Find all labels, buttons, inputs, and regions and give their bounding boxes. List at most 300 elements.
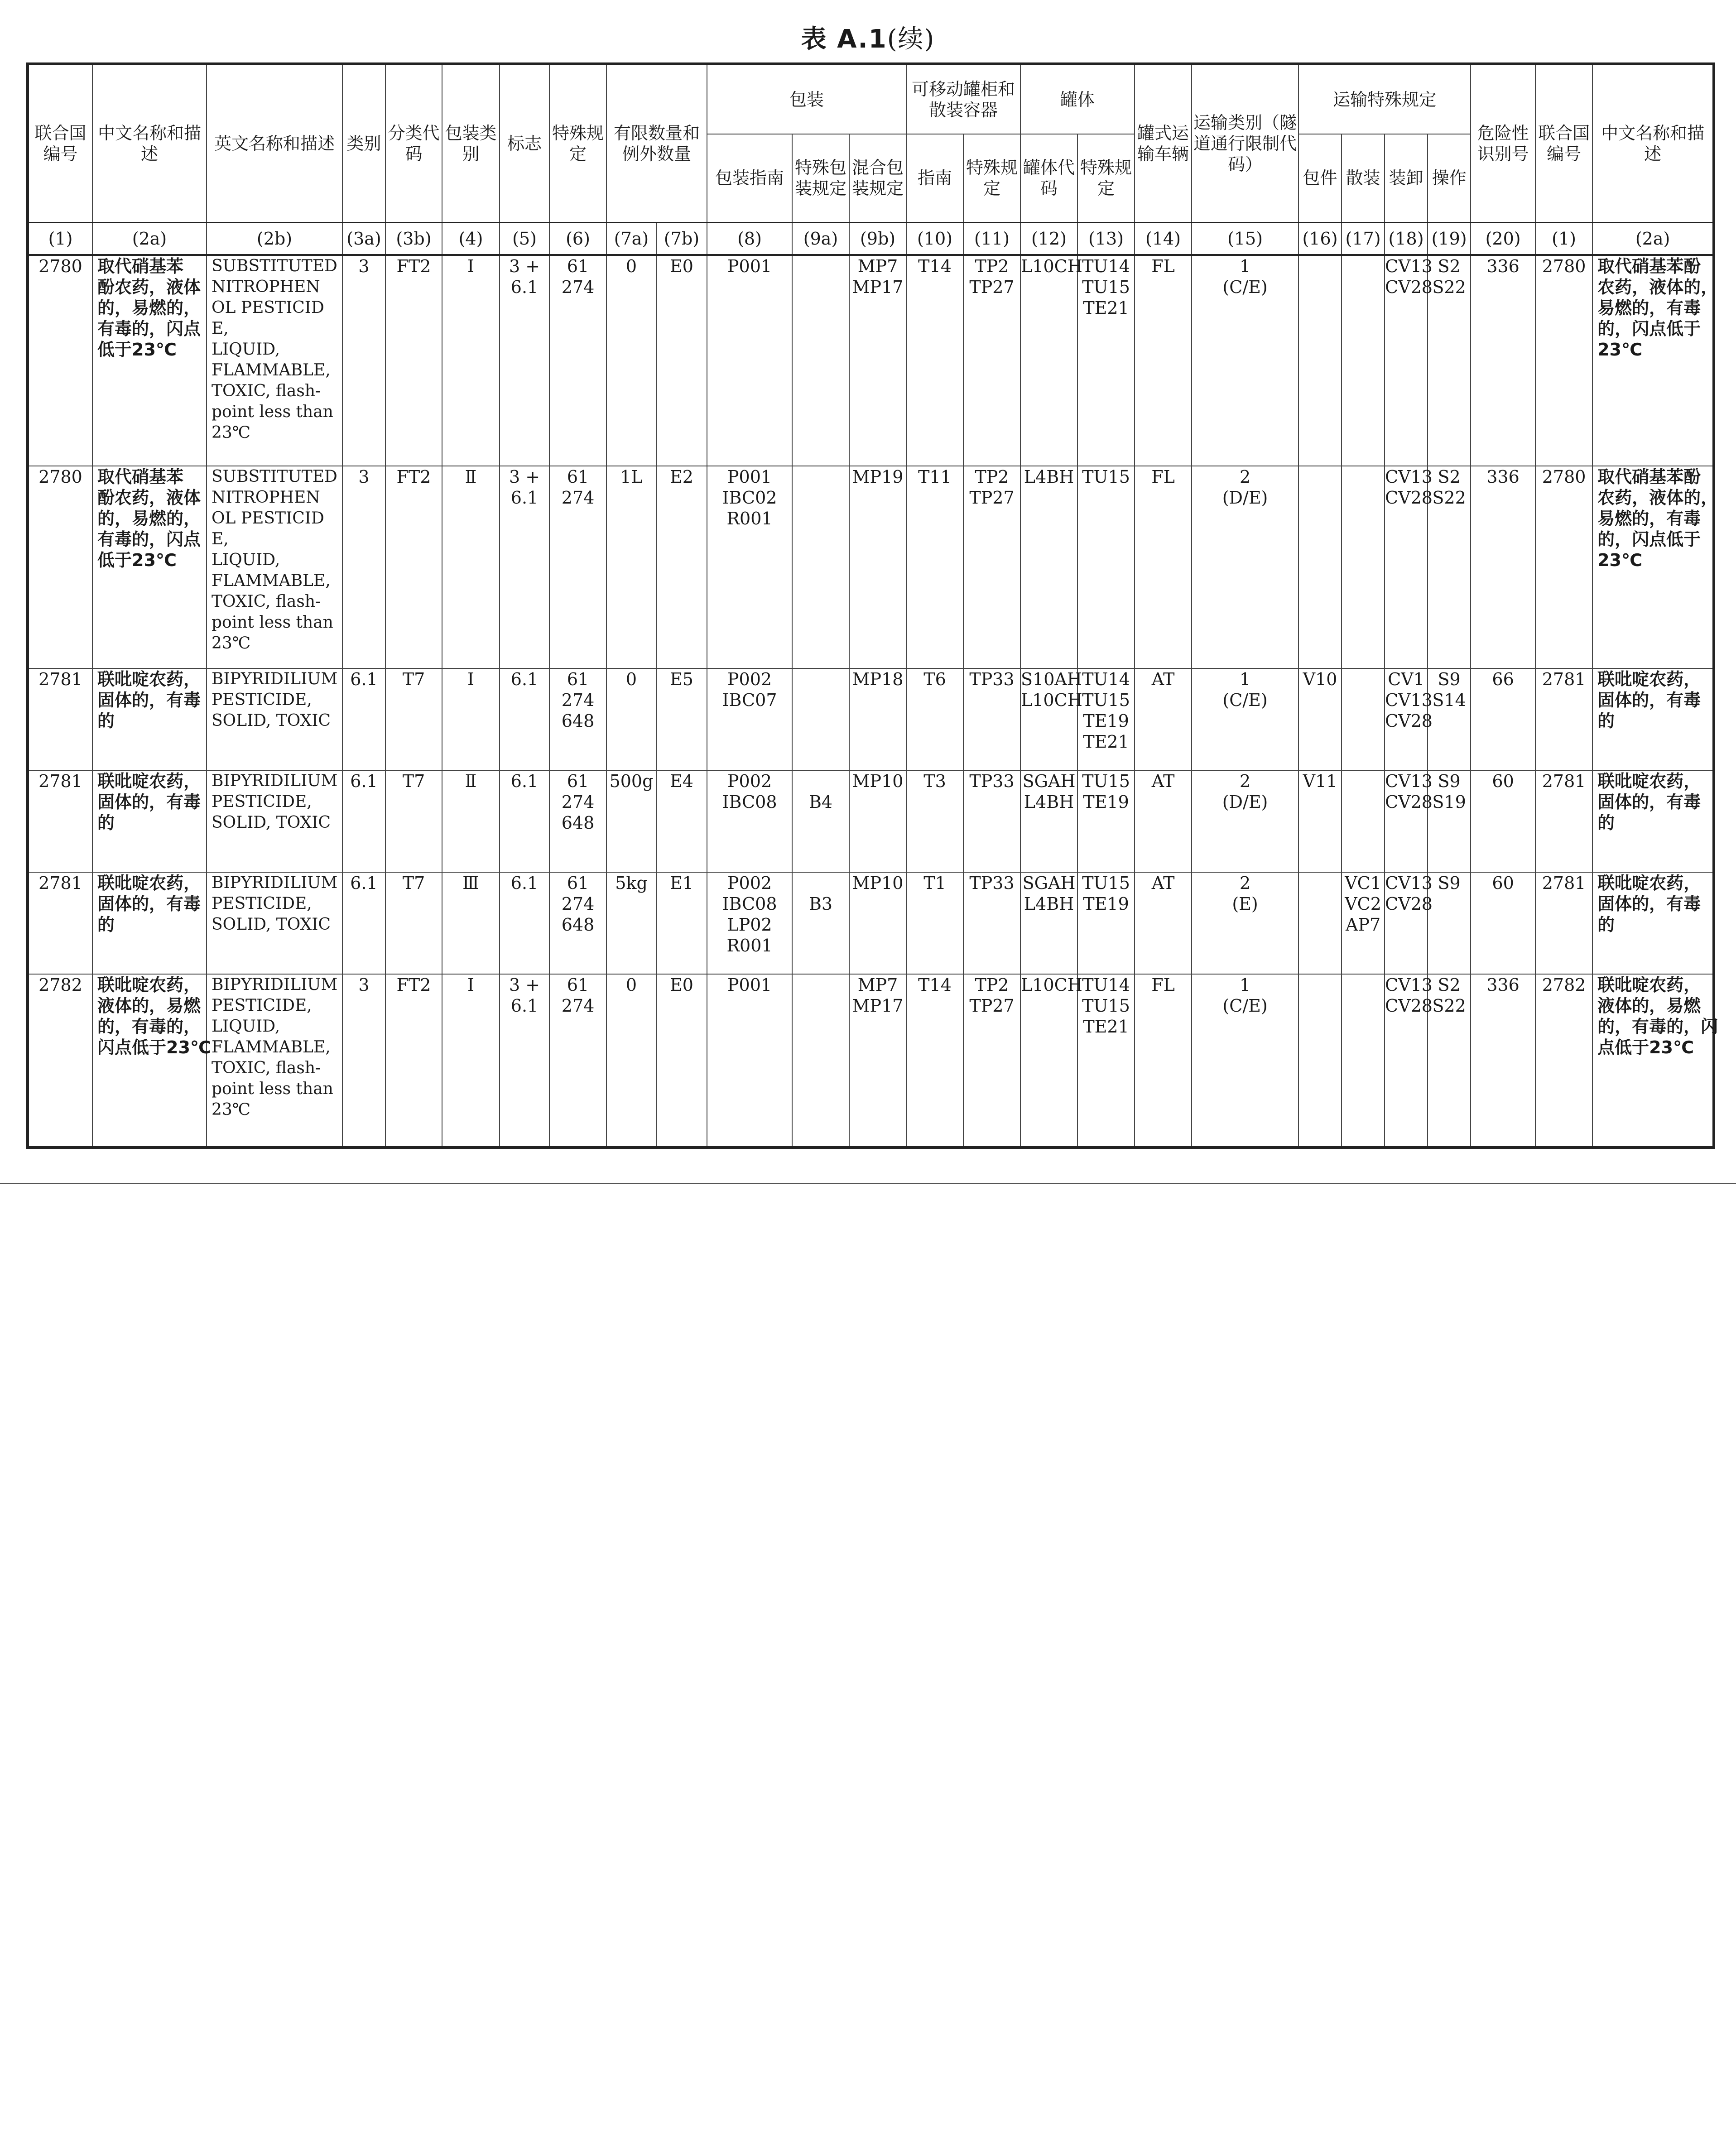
cell-line: P001 (727, 975, 772, 995)
cell-line: (C/E) (1222, 690, 1268, 710)
cell-line: L4BH (1024, 467, 1074, 487)
cell-line: 液体的，易燃 (1597, 996, 1701, 1016)
un-number-cell: 2781 (28, 668, 92, 770)
bulk-cell (1342, 770, 1385, 872)
transport-category-cell (1192, 466, 1298, 668)
un-number-cell: 2781 (28, 770, 92, 872)
cell-line: MP18 (852, 669, 904, 689)
cell-line: CV28 (1385, 488, 1433, 508)
column-number: (5) (500, 222, 549, 255)
cell-line: TP27 (969, 277, 1015, 297)
labels-cell (500, 770, 549, 872)
header-operation: 操作 (1428, 134, 1471, 222)
cell-line: 取代硝基苯酚 (1597, 256, 1701, 276)
pt-instr-cell: T3 (906, 770, 963, 872)
special-packing-cell (792, 668, 849, 770)
cell-line: TU15 (1082, 771, 1130, 791)
special-packing-cell (792, 255, 849, 466)
name-zh-2-cell (1592, 668, 1714, 770)
cell-line: 1 (1239, 975, 1251, 995)
cell-line: SGAH (1022, 873, 1076, 893)
cell-line: 274 (561, 277, 595, 297)
cell-line: 酚农药，液体 (97, 488, 201, 508)
header-name-zh: 中文名称和描述 (92, 64, 207, 222)
header-packaging: 包装 (707, 64, 906, 134)
cell-line: 的 (97, 711, 115, 731)
cell-line: TP27 (969, 996, 1015, 1016)
cell-line: 有毒的，闪点 (97, 319, 201, 339)
mixed-packing-cell (849, 974, 906, 1148)
header-packages: 包件 (1298, 134, 1342, 222)
labels-cell (500, 466, 549, 668)
cell-line: TU15 (1082, 690, 1130, 710)
cell-line: MP17 (852, 996, 904, 1016)
packing-instr-cell (707, 466, 792, 668)
transport-category-cell (1192, 872, 1298, 974)
table-row (28, 466, 1714, 668)
mixed-packing-cell (849, 255, 906, 466)
table-row (28, 255, 1714, 466)
operation-cell (1428, 255, 1471, 466)
pt-special-cell (963, 770, 1020, 872)
limited-qty-cell: 1L (606, 466, 656, 668)
column-number: (4) (442, 222, 500, 255)
cell-line: 易燃的，有毒 (1597, 509, 1701, 528)
cell-line: 固体的，有毒 (1597, 792, 1701, 812)
header-transport-category: 运输类别（隧道通行限制代码） (1192, 64, 1298, 222)
cell-line: NITROPHEN (212, 488, 320, 507)
dangerous-goods-table (26, 62, 1718, 1149)
cell-line: L10CH (1021, 256, 1082, 276)
cell-line: IBC08 (722, 792, 777, 812)
limited-qty-cell: 0 (606, 974, 656, 1148)
cell-line: 的，闪点低于 (1597, 319, 1701, 339)
column-number: (14) (1135, 222, 1192, 255)
cell-line: 的 (97, 813, 115, 833)
cell-line: LP02 (727, 915, 772, 935)
cell-line: PESTICIDE, (212, 691, 312, 709)
cell-line: TP2 (975, 256, 1009, 276)
cell-line: 联吡啶农药， (97, 873, 201, 893)
packing-instr-cell (707, 255, 792, 466)
cell-line: CV28 (1385, 894, 1433, 914)
header-hazard-id: 危险性识别号 (1471, 64, 1535, 222)
cell-line: 点低于23℃ (1597, 1037, 1694, 1057)
column-number: (1) (28, 222, 92, 255)
operation-cell (1428, 974, 1471, 1148)
column-number: (9a) (792, 222, 849, 255)
cell-line: MP10 (852, 771, 904, 791)
cell-line: 23℃ (212, 634, 251, 653)
cell-line: 低于23℃ (97, 550, 177, 570)
pt-special-cell (963, 466, 1020, 668)
cell-line: 274 (561, 996, 595, 1016)
name-en-cell (207, 974, 342, 1148)
cell-line: TU15 (1082, 873, 1130, 893)
header-special-packing: 特殊包装规定 (792, 134, 849, 222)
bulk-cell (1342, 255, 1385, 466)
column-number: (19) (1428, 222, 1471, 255)
cell-line: 274 (561, 690, 595, 710)
cell-line: 固体的，有毒 (97, 792, 201, 812)
column-number: (3a) (342, 222, 385, 255)
cell-line: TU14 (1082, 669, 1130, 689)
header-name-zh-2: 中文名称和描述 (1592, 64, 1714, 222)
table-row (28, 668, 1714, 770)
cell-line: CV1 (1388, 669, 1424, 689)
packing-group-cell: I (442, 668, 500, 770)
cell-line: BIPYRIDILIUM (212, 772, 338, 790)
name-zh-cell (92, 668, 207, 770)
special-provisions-cell (549, 466, 606, 668)
special-provisions-cell (549, 668, 606, 770)
pt-instr-cell: T1 (906, 872, 963, 974)
packing-instr-cell (707, 974, 792, 1148)
cell-line: BIPYRIDILIUM (212, 975, 338, 994)
excepted-qty-cell: E0 (656, 255, 707, 466)
mixed-packing-cell (849, 770, 906, 872)
packing-group-cell: Ⅲ (442, 872, 500, 974)
pt-instr-cell: T6 (906, 668, 963, 770)
header-un-no-2: 联合国编号 (1535, 64, 1592, 222)
excepted-qty-cell: E1 (656, 872, 707, 974)
header-name-en: 英文名称和描述 (207, 64, 342, 222)
cell-line: 的 (1597, 813, 1615, 833)
operation-cell (1428, 466, 1471, 668)
cell-line: S2 (1438, 467, 1461, 487)
cell-line: CV13 (1385, 975, 1433, 995)
cell-line: FLAMMABLE, (212, 361, 331, 379)
name-zh-cell (92, 872, 207, 974)
cell-line: 61 (567, 975, 589, 995)
cell-line: 3 + (509, 467, 540, 487)
name-zh-2-cell (1592, 974, 1718, 1148)
cell-line: 联吡啶农药， (1597, 771, 1701, 791)
cell-line: TU15 (1082, 996, 1130, 1016)
cell-line: CV28 (1385, 996, 1433, 1016)
class-code-cell: T7 (385, 668, 442, 770)
cell-line: P001 (727, 467, 772, 487)
cell-line: NITROPHEN (212, 278, 320, 296)
pt-special-cell (963, 872, 1020, 974)
column-number: (20) (1471, 222, 1535, 255)
hazard-id-cell: 66 (1471, 668, 1535, 770)
un-number-2-cell: 2781 (1535, 770, 1592, 872)
excepted-qty-cell: E2 (656, 466, 707, 668)
cell-line: 农药，液体的， (1597, 277, 1718, 297)
loading-cell (1385, 872, 1433, 974)
cell-line: TP33 (969, 771, 1015, 791)
excepted-qty-cell: E4 (656, 770, 707, 872)
packing-group-cell: Ⅱ (442, 466, 500, 668)
class-cell: 3 (342, 255, 385, 466)
cell-line: TP2 (975, 975, 1009, 995)
cell-line: LIQUID, (212, 340, 280, 359)
cell-line: 的 (1597, 915, 1615, 935)
cell-line: 农药，液体的， (1597, 488, 1718, 508)
column-number: (12) (1020, 222, 1077, 255)
cell-line: IBC07 (722, 690, 777, 710)
cell-line: CV13 (1385, 256, 1433, 276)
bulk-cell (1342, 668, 1385, 770)
cell-line: S2 (1438, 256, 1461, 276)
tank-code-cell (1020, 668, 1082, 770)
cell-line: L4BH (1024, 792, 1074, 812)
cell-line: TOXIC, flash- (212, 592, 321, 611)
packing-group-cell: Ⅱ (442, 770, 500, 872)
name-zh-2-cell (1592, 770, 1714, 872)
cell-line: 低于23℃ (97, 340, 177, 360)
header-row-1 (28, 64, 1714, 134)
operation-cell (1428, 770, 1471, 872)
cell-line: OL PESTICIDE, (212, 298, 324, 338)
column-number-row (28, 222, 1714, 255)
cell-line: 23℃ (1597, 550, 1642, 570)
column-number: (10) (906, 222, 963, 255)
cell-line: SGAH (1022, 771, 1076, 791)
special-packing-cell (792, 770, 849, 872)
un-number-2-cell: 2780 (1535, 466, 1592, 668)
header-class: 类别 (342, 64, 385, 222)
cell-line: L4BH (1024, 894, 1074, 914)
cell-line: 61 (567, 256, 589, 276)
bulk-cell (1342, 872, 1385, 974)
cell-line: 联吡啶农药， (1597, 975, 1701, 995)
column-number: (8) (707, 222, 792, 255)
cell-line: 6.1 (510, 669, 539, 689)
cell-line: 2 (1239, 873, 1251, 893)
cell-line: (C/E) (1222, 277, 1268, 297)
cell-line: P002 (727, 669, 772, 689)
cell-line: CV13 (1385, 690, 1433, 710)
cell-line (793, 873, 849, 893)
column-number: (15) (1192, 222, 1298, 255)
cell-line: 联吡啶农药， (97, 669, 201, 689)
cell-line: point less than (212, 1080, 333, 1098)
header-labels: 标志 (500, 64, 549, 222)
header-pt-special: 特殊规定 (963, 134, 1020, 222)
column-number: (11) (963, 222, 1020, 255)
un-number-2-cell: 2780 (1535, 255, 1592, 466)
class-cell: 6.1 (342, 668, 385, 770)
header-packing-instr: 包装指南 (707, 134, 792, 222)
cell-line: TE19 (1083, 894, 1129, 914)
hazard-id-cell: 336 (1471, 255, 1535, 466)
mixed-packing-cell (849, 872, 906, 974)
limited-qty-cell: 5kg (606, 872, 656, 974)
bulk-cell (1342, 974, 1385, 1148)
cell-line: PESTICIDE, (212, 894, 312, 913)
packages-cell (1298, 255, 1342, 466)
tank-vehicle-cell: AT (1135, 872, 1192, 974)
cell-line: MP7 (857, 975, 898, 995)
tank-vehicle-cell: FL (1135, 466, 1192, 668)
table-body (28, 255, 1718, 1148)
header-packing-group: 包装类别 (442, 64, 500, 222)
cell-line: SUBSTITUTED (212, 467, 337, 486)
special-provisions-cell (549, 255, 606, 466)
column-number: (7a) (606, 222, 656, 255)
cell-line: 闪点低于23℃ (97, 1037, 211, 1057)
cell-line: 23℃ (212, 423, 251, 442)
special-provisions-cell (549, 872, 606, 974)
labels-cell (500, 872, 549, 974)
cell-line: BIPYRIDILIUM (212, 670, 338, 688)
limited-qty-cell: 500g (606, 770, 656, 872)
packing-group-cell: I (442, 255, 500, 466)
hazard-id-cell: 336 (1471, 974, 1535, 1148)
un-number-cell: 2780 (28, 255, 92, 466)
tank-vehicle-cell: FL (1135, 255, 1192, 466)
tank-special-cell (1077, 255, 1135, 466)
column-number: (2b) (207, 222, 342, 255)
cell-line: 274 (561, 488, 595, 508)
limited-qty-cell: 0 (606, 255, 656, 466)
cell-line: S9 (1438, 873, 1461, 893)
cell-line: 3 + (509, 975, 540, 995)
class-code-cell: FT2 (385, 974, 442, 1148)
special-provisions-cell (549, 770, 606, 872)
cell-line: P001 (727, 256, 772, 276)
tank-vehicle-cell: AT (1135, 770, 1192, 872)
cell-line: 的，有毒的， (97, 1017, 201, 1037)
cell-line: 1 (1239, 256, 1251, 276)
name-zh-cell (92, 770, 207, 872)
tank-special-cell (1077, 974, 1135, 1148)
tank-special-cell (1077, 872, 1135, 974)
header-special-provisions: 特殊规定 (549, 64, 606, 222)
header-tank-special: 特殊规定 (1077, 134, 1135, 222)
cell-line: BIPYRIDILIUM (212, 874, 338, 892)
header-tank-code: 罐体代码 (1020, 134, 1077, 222)
packages-cell (1298, 974, 1342, 1148)
pt-special-cell (963, 668, 1020, 770)
cell-line (793, 771, 849, 792)
cell-line: 2 (1239, 771, 1251, 791)
mixed-packing-cell (849, 466, 906, 668)
loading-cell (1385, 770, 1433, 872)
cell-line: TE21 (1083, 298, 1129, 318)
cell-line: B3 (808, 894, 833, 914)
cell-line: S22 (1432, 277, 1466, 297)
cell-line: MP10 (852, 873, 904, 893)
column-number: (2a) (92, 222, 207, 255)
cell-line: OL PESTICIDE, (212, 509, 324, 548)
cell-line: SOLID, TOXIC (212, 915, 331, 934)
pt-special-cell (963, 974, 1020, 1148)
class-cell: 6.1 (342, 872, 385, 974)
cell-line: 有毒的，闪点 (97, 529, 201, 549)
cell-line: 联吡啶农药， (1597, 873, 1701, 893)
special-provisions-cell (549, 974, 606, 1148)
cell-line: B4 (808, 792, 833, 812)
cell-line: CV13 (1385, 873, 1433, 893)
special-packing-cell (792, 466, 849, 668)
cell-line: CV28 (1385, 792, 1433, 812)
cell-line: IBC08 (722, 894, 777, 914)
cell-line: 648 (561, 915, 595, 935)
header-tanks: 罐体 (1020, 64, 1135, 134)
hazard-id-cell: 60 (1471, 872, 1535, 974)
cell-line: 的 (1597, 711, 1615, 731)
un-number-2-cell: 2781 (1535, 668, 1592, 770)
cell-line: 6.1 (510, 488, 539, 508)
cell-line: 固体的，有毒 (97, 894, 201, 914)
cell-line: S10AH (1021, 669, 1082, 689)
packing-instr-cell (707, 668, 792, 770)
name-zh-cell (92, 466, 207, 668)
cell-line: FLAMMABLE, (212, 571, 331, 590)
cell-line: TE19 (1083, 792, 1129, 812)
table-row (28, 872, 1714, 974)
cell-line: 固体的，有毒 (1597, 894, 1701, 914)
limited-qty-cell: 0 (606, 668, 656, 770)
tank-special-cell (1077, 466, 1135, 668)
tank-vehicle-cell: FL (1135, 974, 1192, 1148)
cell-line: L10CH (1021, 690, 1082, 710)
cell-line: 取代硝基苯酚 (1597, 467, 1701, 487)
un-number-cell: 2780 (28, 466, 92, 668)
loading-cell (1385, 255, 1433, 466)
cell-line: 61 (567, 873, 589, 893)
cell-line: 6.1 (510, 277, 539, 297)
cell-line: LIQUID, (212, 1017, 280, 1036)
cell-line: TE19 (1083, 711, 1129, 731)
cell-line: S2 (1438, 975, 1461, 995)
page-divider (0, 1183, 1736, 1184)
packages-cell (1298, 872, 1342, 974)
labels-cell (500, 255, 549, 466)
name-en-cell (207, 668, 342, 770)
cell-line: LIQUID, (212, 551, 280, 569)
cell-line: AP7 (1345, 915, 1381, 935)
excepted-qty-cell: E5 (656, 668, 707, 770)
packing-group-cell: I (442, 974, 500, 1148)
cell-line: FLAMMABLE, (212, 1038, 331, 1056)
tank-code-cell (1020, 255, 1082, 466)
cell-line: point less than (212, 613, 333, 632)
cell-line: R001 (726, 936, 773, 956)
column-number: (6) (549, 222, 606, 255)
loading-cell (1385, 668, 1433, 770)
tank-code-cell (1020, 466, 1077, 668)
cell-line: R001 (726, 509, 773, 528)
name-zh-cell (92, 974, 211, 1148)
tank-special-cell (1077, 770, 1135, 872)
bulk-cell (1342, 466, 1385, 668)
cell-line: 2 (1239, 467, 1251, 487)
cell-line: (D/E) (1222, 792, 1268, 812)
header-tank-vehicle: 罐式运输车辆 (1135, 64, 1192, 222)
un-number-2-cell: 2781 (1535, 872, 1592, 974)
hazard-id-cell: 336 (1471, 466, 1535, 668)
cell-line: S9 (1438, 771, 1461, 791)
labels-cell (500, 668, 549, 770)
cell-line: TP33 (969, 669, 1015, 689)
class-cell: 6.1 (342, 770, 385, 872)
cell-line: (D/E) (1222, 488, 1268, 508)
cell-line: CV13 (1385, 771, 1433, 791)
header-mixed-packing: 混合包装规定 (849, 134, 906, 222)
cell-line: 1 (1239, 669, 1251, 689)
cell-line: S19 (1432, 792, 1466, 812)
tank-code-cell (1020, 872, 1077, 974)
cell-line: CV28 (1385, 277, 1433, 297)
cell-line: TP33 (969, 873, 1015, 893)
cell-line: S22 (1432, 488, 1466, 508)
cell-line: 3 + (509, 256, 540, 276)
cell-line: TE21 (1083, 1017, 1129, 1037)
